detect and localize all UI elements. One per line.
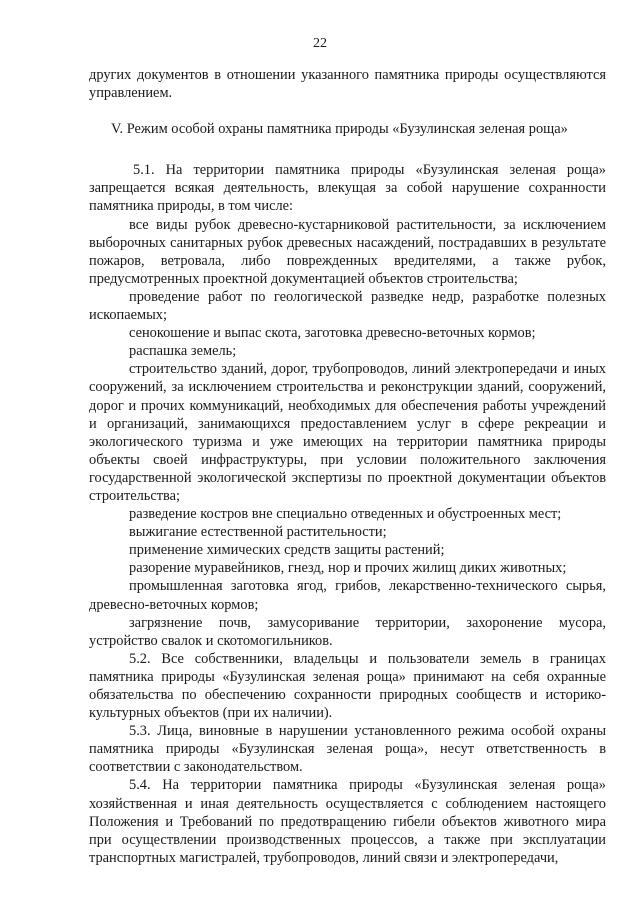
section-heading: V. Режим особой охраны памятника природы «Бузулинская зеленая роща» [111,121,568,138]
clause-5-2: 5.2. Все собственники, владельцы и пользователи земель в границах памятника природы «Бузулинская зеленая роща» принимают на себя охранные обязательства по обеспечению сохранности природных сообществ и историко-культурных объектов (при их наличии). [89,650,606,722]
clause-5-4: 5.4. На территории памятника природы «Бузулинская зеленая роща» хозяйственная и иная деятельность осуществляется с соблюдением настоящего Положения и Требований по предотвращению гибели объектов животного мира при осуществлении производственных процессов, а также при эксплуатации транспортных магистралей, трубопроводов, линий связи и электропередачи, [89,777,606,866]
clause-5-1: 5.1. На территории памятника природы «Бузулинская зеленая роща» запрещается всякая деятельность, влекущая за собой нарушение сохранности памятника природы, в том числе: [89,162,606,215]
list-item: сенокошение и выпас скота, заготовка древесно-веточных кормов; [129,325,536,342]
list-item: загрязнение почв, замусоривание территории, захоронение мусора, устройство свалок и скотомогильников. [89,614,606,649]
page-number: 22 [313,36,327,51]
list-item: все виды рубок древесно-кустарниковой растительности, за исключением выборочных санитарных рубок древесных насаждений, пострадавших в результате пожаров, ветровала, либо поврежденных вредителями, а также рубок, предусмотренных проектной документацией объектов строительства; [89,216,606,287]
list-item: разорение муравейников, гнезд, нор и прочих жилищ диких животных; [129,560,567,577]
list-item: промышленная заготовка ягод, грибов, лекарственно-технического сырья, древесно-веточных кормов; [89,578,606,613]
list-item: распашка земель; [129,343,237,360]
list-item: строительство зданий, дорог, трубопроводов, линий электропередачи и иных сооружений, за исключением строительства и реконструкции зданий, сооружений, дорог и прочих коммуникаций, необходимых для обеспечения работы учреждений и организаций, занимающихся предоставлением услуг в сфере рекреации и экологического туризма и уже имеющих на территории памятника природы объекты своей инфраструктуры, при условии положительного заключения государственной экологической экспертизы по проектной документации объектов строительства; [89,361,606,504]
list-item: разведение костров вне специально отведенных и обустроенных мест; [129,506,562,523]
intro-paragraph: других документов в отношении указанного памятника природы осуществляются управлением. [89,67,606,102]
list-item: применение химических средств защиты растений; [129,542,445,559]
document-body [89,66,606,867]
clause-5-3: 5.3. Лица, виновные в нарушении установленного режима особой охраны памятника природы «Бузулинская зеленая роща», несут ответственность в соответствии с законодательством. [89,723,606,776]
list-item: выжигание естественной растительности; [129,524,387,541]
list-item: проведение работ по геологической разведке недр, разработке полезных ископаемых; [89,288,606,324]
